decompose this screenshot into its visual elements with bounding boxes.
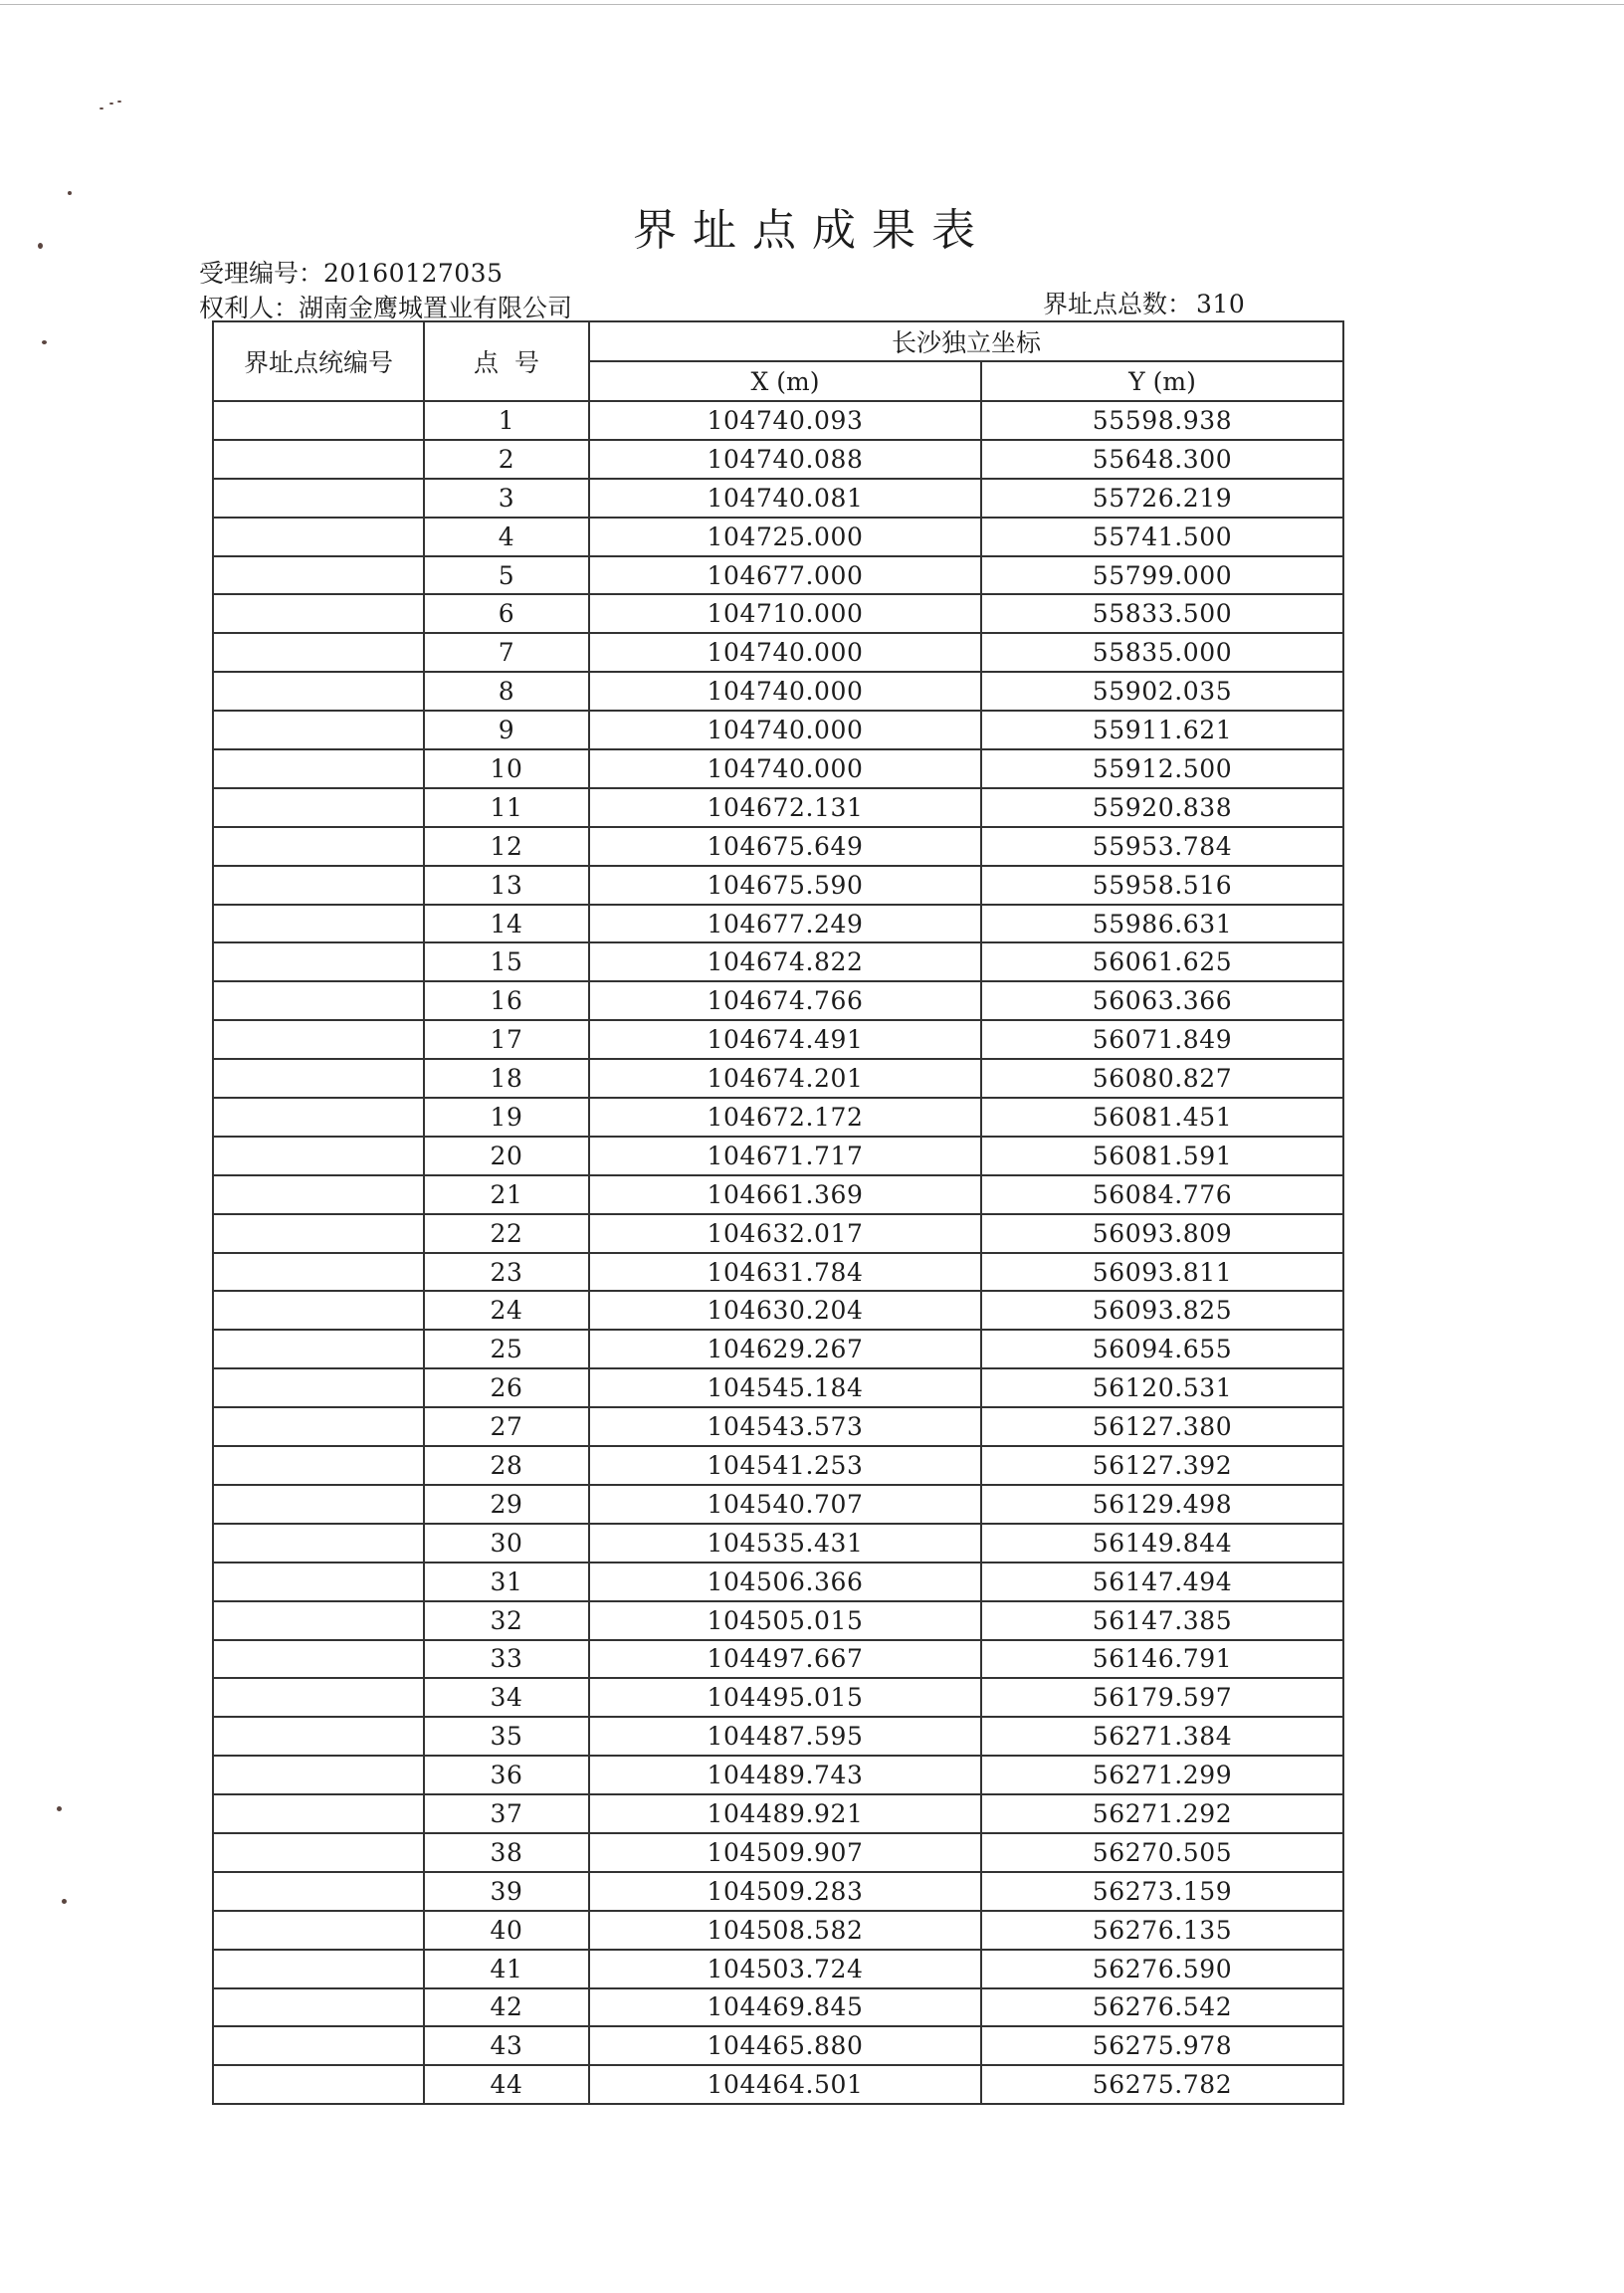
point-no-cell: 16 — [424, 981, 589, 1020]
x-coordinate-cell: 104495.015 — [589, 1678, 981, 1717]
x-coordinate-cell: 104674.822 — [589, 942, 981, 981]
y-coordinate-cell: 56093.811 — [981, 1253, 1343, 1292]
table-row — [213, 1833, 1343, 1872]
total-points-value: 310 — [1196, 290, 1246, 318]
y-coordinate-cell: 55726.219 — [981, 479, 1343, 518]
point-no-cell: 40 — [424, 1911, 589, 1950]
boundary-id-cell — [213, 2026, 424, 2065]
y-coordinate-cell: 56063.366 — [981, 981, 1343, 1020]
y-coordinate-cell: 56120.531 — [981, 1368, 1343, 1407]
x-coordinate-cell: 104509.283 — [589, 1872, 981, 1911]
x-coordinate-cell: 104661.369 — [589, 1175, 981, 1214]
table-row — [213, 1756, 1343, 1794]
x-coordinate-cell: 104465.880 — [589, 2026, 981, 2065]
x-coordinate-cell: 104677.000 — [589, 556, 981, 595]
boundary-id-cell — [213, 479, 424, 518]
boundary-id-cell — [213, 905, 424, 943]
table-row — [213, 1137, 1343, 1175]
x-coordinate-cell: 104506.366 — [589, 1563, 981, 1601]
point-no-cell: 27 — [424, 1407, 589, 1446]
x-coordinate-cell: 104497.667 — [589, 1640, 981, 1679]
x-coordinate-cell: 104740.000 — [589, 711, 981, 749]
scan-top-edge — [0, 4, 1624, 5]
table-row — [213, 2026, 1343, 2065]
total-points-line — [1043, 292, 1245, 316]
boundary-id-cell — [213, 1833, 424, 1872]
x-coordinate-cell: 104505.015 — [589, 1601, 981, 1640]
scan-speck — [57, 1806, 62, 1811]
table-row — [213, 556, 1343, 595]
x-coordinate-cell: 104740.088 — [589, 440, 981, 479]
boundary-id-cell — [213, 1717, 424, 1756]
table-row — [213, 1059, 1343, 1098]
document-title: 界址点成果表 — [633, 205, 991, 256]
x-coordinate-cell: 104545.184 — [589, 1368, 981, 1407]
x-coordinate-cell: 104672.131 — [589, 788, 981, 827]
point-no-cell: 11 — [424, 788, 589, 827]
table-row — [213, 479, 1343, 518]
point-no-cell: 28 — [424, 1446, 589, 1485]
point-no-cell: 1 — [424, 401, 589, 440]
point-no-cell: 12 — [424, 827, 589, 866]
point-no-cell: 8 — [424, 672, 589, 711]
point-no-cell: 17 — [424, 1020, 589, 1059]
point-no-cell: 41 — [424, 1950, 589, 1988]
boundary-id-cell — [213, 1678, 424, 1717]
y-coordinate-cell: 55833.500 — [981, 594, 1343, 633]
point-no-cell: 26 — [424, 1368, 589, 1407]
x-coordinate-cell: 104508.582 — [589, 1911, 981, 1950]
y-coordinate-cell: 56071.849 — [981, 1020, 1343, 1059]
boundary-id-cell — [213, 440, 424, 479]
header-point-no: 点 号 — [424, 321, 589, 401]
boundary-id-cell — [213, 672, 424, 711]
table-row — [213, 827, 1343, 866]
boundary-id-cell — [213, 1214, 424, 1253]
x-coordinate-cell: 104740.081 — [589, 479, 981, 518]
point-no-cell: 24 — [424, 1291, 589, 1330]
scan-speck — [100, 107, 103, 109]
x-coordinate-cell: 104672.172 — [589, 1098, 981, 1137]
x-coordinate-cell: 104710.000 — [589, 594, 981, 633]
y-coordinate-cell: 56271.299 — [981, 1756, 1343, 1794]
boundary-id-cell — [213, 1911, 424, 1950]
boundary-id-cell — [213, 1368, 424, 1407]
table-row — [213, 1950, 1343, 1988]
point-no-cell: 23 — [424, 1253, 589, 1292]
table-row — [213, 1911, 1343, 1950]
y-coordinate-cell: 56276.542 — [981, 1988, 1343, 2027]
table-body — [213, 401, 1343, 2104]
boundary-id-cell — [213, 981, 424, 1020]
point-no-cell: 4 — [424, 518, 589, 556]
boundary-id-cell — [213, 1253, 424, 1292]
x-coordinate-cell: 104674.766 — [589, 981, 981, 1020]
point-no-cell: 30 — [424, 1524, 589, 1563]
x-coordinate-cell: 104541.253 — [589, 1446, 981, 1485]
point-no-cell: 34 — [424, 1678, 589, 1717]
y-coordinate-cell: 56275.978 — [981, 2026, 1343, 2065]
x-coordinate-cell: 104535.431 — [589, 1524, 981, 1563]
boundary-id-cell — [213, 1291, 424, 1330]
point-no-cell: 6 — [424, 594, 589, 633]
boundary-id-cell — [213, 1098, 424, 1137]
scan-speck — [62, 1899, 67, 1904]
point-no-cell: 32 — [424, 1601, 589, 1640]
header-row-top — [213, 321, 1343, 361]
y-coordinate-cell: 55799.000 — [981, 556, 1343, 595]
x-coordinate-cell: 104464.501 — [589, 2065, 981, 2104]
table-row — [213, 1872, 1343, 1911]
point-no-cell: 42 — [424, 1988, 589, 2027]
point-no-cell: 20 — [424, 1137, 589, 1175]
boundary-id-cell — [213, 749, 424, 788]
y-coordinate-cell: 55958.516 — [981, 866, 1343, 905]
y-coordinate-cell: 56275.782 — [981, 2065, 1343, 2104]
table-row — [213, 1485, 1343, 1524]
point-no-cell: 43 — [424, 2026, 589, 2065]
table-row — [213, 1214, 1343, 1253]
y-coordinate-cell: 56271.292 — [981, 1794, 1343, 1833]
boundary-id-cell — [213, 1020, 424, 1059]
y-coordinate-cell: 56129.498 — [981, 1485, 1343, 1524]
x-coordinate-cell: 104630.204 — [589, 1291, 981, 1330]
y-coordinate-cell: 56271.384 — [981, 1717, 1343, 1756]
y-coordinate-cell: 56094.655 — [981, 1330, 1343, 1368]
point-no-cell: 25 — [424, 1330, 589, 1368]
x-coordinate-cell: 104725.000 — [589, 518, 981, 556]
boundary-id-cell — [213, 401, 424, 440]
x-coordinate-cell: 104740.000 — [589, 672, 981, 711]
y-coordinate-cell: 56127.380 — [981, 1407, 1343, 1446]
x-coordinate-cell: 104540.707 — [589, 1485, 981, 1524]
owner-line — [199, 296, 572, 320]
table-row — [213, 2065, 1343, 2104]
table-row — [213, 1291, 1343, 1330]
point-no-cell: 13 — [424, 866, 589, 905]
table-row — [213, 981, 1343, 1020]
point-no-cell: 3 — [424, 479, 589, 518]
point-no-cell: 19 — [424, 1098, 589, 1137]
x-coordinate-cell: 104469.845 — [589, 1988, 981, 2027]
y-coordinate-cell: 55912.500 — [981, 749, 1343, 788]
x-coordinate-cell: 104675.649 — [589, 827, 981, 866]
y-coordinate-cell: 55835.000 — [981, 633, 1343, 672]
x-coordinate-cell: 104489.921 — [589, 1794, 981, 1833]
point-no-cell: 37 — [424, 1794, 589, 1833]
x-coordinate-cell: 104629.267 — [589, 1330, 981, 1368]
boundary-point-table — [212, 320, 1344, 2105]
table-row — [213, 1368, 1343, 1407]
y-coordinate-cell: 56093.825 — [981, 1291, 1343, 1330]
y-coordinate-cell: 55911.621 — [981, 711, 1343, 749]
y-coordinate-cell: 56061.625 — [981, 942, 1343, 981]
x-coordinate-cell: 104740.000 — [589, 749, 981, 788]
header-y: Y (m) — [981, 361, 1343, 401]
boundary-id-cell — [213, 1330, 424, 1368]
acceptance-number-line — [199, 261, 503, 286]
y-coordinate-cell: 56270.505 — [981, 1833, 1343, 1872]
y-coordinate-cell: 55920.838 — [981, 788, 1343, 827]
scan-speck — [117, 101, 121, 103]
y-coordinate-cell: 56273.159 — [981, 1872, 1343, 1911]
header-coordinate-system: 长沙独立坐标 — [589, 321, 1343, 361]
y-coordinate-cell: 56179.597 — [981, 1678, 1343, 1717]
point-no-cell: 21 — [424, 1175, 589, 1214]
y-coordinate-cell: 56149.844 — [981, 1524, 1343, 1563]
boundary-id-cell — [213, 942, 424, 981]
y-coordinate-cell: 55598.938 — [981, 401, 1343, 440]
table-row — [213, 788, 1343, 827]
table-row — [213, 1640, 1343, 1679]
table-row — [213, 1601, 1343, 1640]
table-row — [213, 1175, 1343, 1214]
boundary-id-cell — [213, 1794, 424, 1833]
boundary-id-cell — [213, 556, 424, 595]
table-row — [213, 1407, 1343, 1446]
y-coordinate-cell: 56093.809 — [981, 1214, 1343, 1253]
table-row — [213, 1717, 1343, 1756]
table-row — [213, 711, 1343, 749]
x-coordinate-cell: 104740.093 — [589, 401, 981, 440]
x-coordinate-cell: 104632.017 — [589, 1214, 981, 1253]
table-row — [213, 1253, 1343, 1292]
table-row — [213, 1098, 1343, 1137]
y-coordinate-cell: 56081.591 — [981, 1137, 1343, 1175]
boundary-id-cell — [213, 1407, 424, 1446]
x-coordinate-cell: 104677.249 — [589, 905, 981, 943]
x-coordinate-cell: 104671.717 — [589, 1137, 981, 1175]
point-no-cell: 38 — [424, 1833, 589, 1872]
acceptance-label: 受理编号： — [199, 259, 324, 288]
owner-name: 湖南金鹰城置业有限公司 — [299, 294, 573, 322]
y-coordinate-cell: 55953.784 — [981, 827, 1343, 866]
scan-speck — [42, 340, 47, 344]
point-no-cell: 9 — [424, 711, 589, 749]
boundary-id-cell — [213, 1872, 424, 1911]
table-row — [213, 440, 1343, 479]
owner-label: 权利人： — [199, 294, 300, 322]
y-coordinate-cell: 55902.035 — [981, 672, 1343, 711]
boundary-id-cell — [213, 711, 424, 749]
table-row — [213, 401, 1343, 440]
x-coordinate-cell: 104509.907 — [589, 1833, 981, 1872]
point-no-cell: 31 — [424, 1563, 589, 1601]
table-row — [213, 1988, 1343, 2027]
x-coordinate-cell: 104543.573 — [589, 1407, 981, 1446]
y-coordinate-cell: 56276.135 — [981, 1911, 1343, 1950]
point-no-cell: 14 — [424, 905, 589, 943]
y-coordinate-cell: 56147.494 — [981, 1563, 1343, 1601]
table-row — [213, 1678, 1343, 1717]
table-row — [213, 1524, 1343, 1563]
point-no-cell: 5 — [424, 556, 589, 595]
x-coordinate-cell: 104674.201 — [589, 1059, 981, 1098]
point-no-cell: 2 — [424, 440, 589, 479]
point-no-cell: 29 — [424, 1485, 589, 1524]
header-x: X (m) — [589, 361, 981, 401]
acceptance-number: 20160127035 — [323, 259, 504, 288]
y-coordinate-cell: 56146.791 — [981, 1640, 1343, 1679]
y-coordinate-cell: 55741.500 — [981, 518, 1343, 556]
table-row — [213, 672, 1343, 711]
boundary-id-cell — [213, 827, 424, 866]
point-no-cell: 39 — [424, 1872, 589, 1911]
y-coordinate-cell: 55986.631 — [981, 905, 1343, 943]
boundary-id-cell — [213, 1446, 424, 1485]
boundary-id-cell — [213, 594, 424, 633]
table-row — [213, 749, 1343, 788]
x-coordinate-cell: 104631.784 — [589, 1253, 981, 1292]
point-no-cell: 35 — [424, 1717, 589, 1756]
boundary-id-cell — [213, 1950, 424, 1988]
boundary-id-cell — [213, 1988, 424, 2027]
point-no-cell: 18 — [424, 1059, 589, 1098]
table-row — [213, 905, 1343, 943]
boundary-id-cell — [213, 1756, 424, 1794]
point-no-cell: 15 — [424, 942, 589, 981]
y-coordinate-cell: 56276.590 — [981, 1950, 1343, 1988]
y-coordinate-cell: 56081.451 — [981, 1098, 1343, 1137]
boundary-id-cell — [213, 1563, 424, 1601]
x-coordinate-cell: 104489.743 — [589, 1756, 981, 1794]
table-row — [213, 1794, 1343, 1833]
point-no-cell: 22 — [424, 1214, 589, 1253]
point-no-cell: 10 — [424, 749, 589, 788]
x-coordinate-cell: 104487.595 — [589, 1717, 981, 1756]
point-no-cell: 7 — [424, 633, 589, 672]
boundary-id-cell — [213, 1059, 424, 1098]
boundary-id-cell — [213, 2065, 424, 2104]
table-row — [213, 594, 1343, 633]
total-points-label: 界址点总数： — [1043, 290, 1193, 318]
table-row — [213, 1330, 1343, 1368]
point-no-cell: 33 — [424, 1640, 589, 1679]
table-row — [213, 866, 1343, 905]
table-row — [213, 1020, 1343, 1059]
boundary-id-cell — [213, 788, 424, 827]
x-coordinate-cell: 104740.000 — [589, 633, 981, 672]
x-coordinate-cell: 104675.590 — [589, 866, 981, 905]
x-coordinate-cell: 104503.724 — [589, 1950, 981, 1988]
point-no-cell: 36 — [424, 1756, 589, 1794]
boundary-id-cell — [213, 866, 424, 905]
scan-speck — [109, 103, 113, 104]
x-coordinate-cell: 104674.491 — [589, 1020, 981, 1059]
boundary-id-cell — [213, 518, 424, 556]
table-row — [213, 633, 1343, 672]
table-row — [213, 1446, 1343, 1485]
boundary-id-cell — [213, 1601, 424, 1640]
boundary-id-cell — [213, 1524, 424, 1563]
y-coordinate-cell: 56084.776 — [981, 1175, 1343, 1214]
y-coordinate-cell: 55648.300 — [981, 440, 1343, 479]
table-row — [213, 518, 1343, 556]
boundary-id-cell — [213, 1137, 424, 1175]
point-no-cell: 44 — [424, 2065, 589, 2104]
y-coordinate-cell: 56080.827 — [981, 1059, 1343, 1098]
boundary-id-cell — [213, 1175, 424, 1214]
table-row — [213, 1563, 1343, 1601]
y-coordinate-cell: 56147.385 — [981, 1601, 1343, 1640]
table-row — [213, 942, 1343, 981]
y-coordinate-cell: 56127.392 — [981, 1446, 1343, 1485]
header-boundary-id: 界址点统编号 — [213, 321, 424, 401]
boundary-id-cell — [213, 633, 424, 672]
boundary-id-cell — [213, 1485, 424, 1524]
boundary-id-cell — [213, 1640, 424, 1679]
